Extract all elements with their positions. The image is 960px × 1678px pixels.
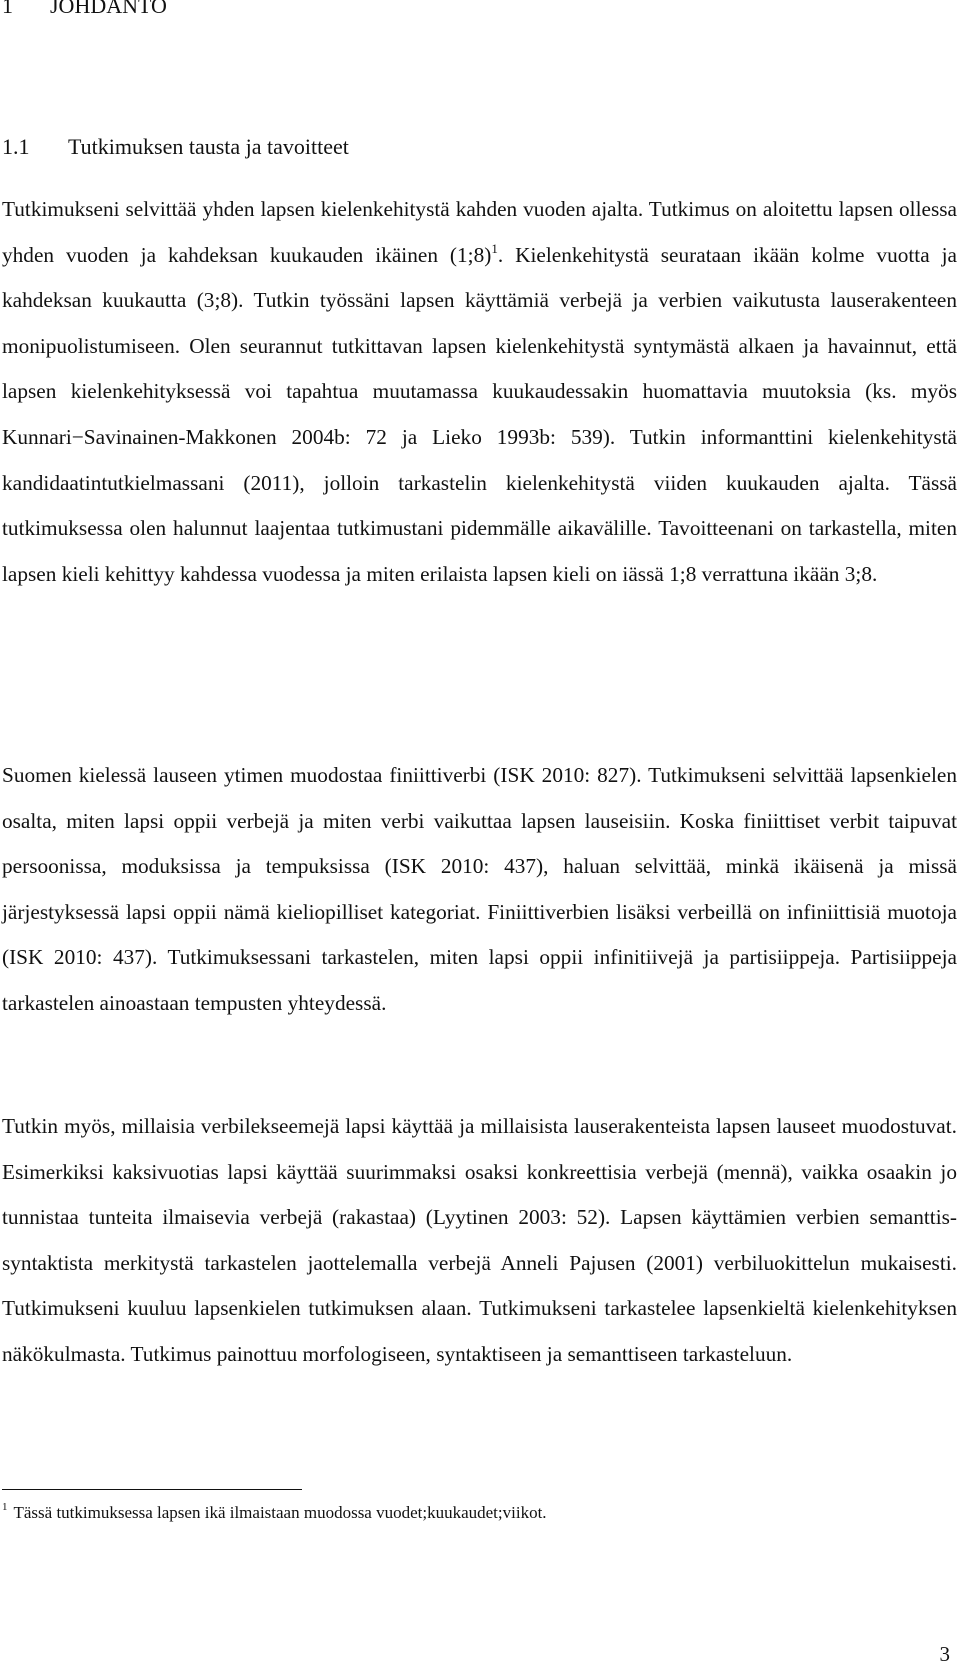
footnote-marker: 1 (2, 1501, 8, 1513)
chapter-title: JOHDANTO (50, 0, 167, 18)
section-heading (2, 133, 349, 161)
footnote-reference: 1 (491, 240, 498, 256)
footnote-separator (2, 1489, 302, 1490)
footnote (2, 1501, 902, 1525)
paragraph-1 (2, 187, 957, 597)
page-number: 3 (939, 1642, 950, 1666)
paragraph-1-text-a: Tutkimukseni selvittää yhden lapsen kielenkehitystä kahden vuoden ajalta. Tutkimus on aloitettu lapsen ollessa yhden vuoden ja kahdeksan kuukauden ikäinen (1;8) (2, 197, 957, 267)
section-number: 1.1 (2, 134, 30, 159)
chapter-heading (2, 0, 167, 20)
paragraph-2: Suomen kielessä lauseen ytimen muodostaa finiittiverbi (ISK 2010: 827). Tutkimukseni selvittää lapsenkielen osalta, miten lapsi oppii verbejä ja miten verbi vaikuttaa lapsen lauseisiin. Koska finiittiset verbit taipuvat persoonissa, moduksissa ja tempuksissa (ISK 2010: 437), haluan selvittää, minkä ikäisenä ja missä järjestyksessä lapsi oppii nämä kieliopilliset kategoriat. Finiittiverbien lisäksi verbeillä on infiniittisiä muotoja (ISK 2010: 437). Tutkimuksessani tarkastelen, miten lapsi oppii infinitiivejä ja partisiippeja. Partisiippeja tarkastelen ainoastaan tempusten yhteydessä. (2, 763, 957, 1015)
paragraph-1-text-b: . Kielenkehitystä seurataan ikään kolme vuotta ja kahdeksan kuukautta (3;8). Tutkin työssäni lapsen käyttämiä verbejä ja verbien vaikutusta lauserakenteen monipuolistumiseen. Olen seurannut tutkittavan lapsen kielenkehitystä syntymästä alkaen ja havainnut, että lapsen kielenkehityksessä voi tapahtua muutamassa kuukaudessakin huomattavia muutoksia (ks. myös Kunnari−Savinainen-Makkonen 2004b: 72 ja Lieko 1993b: 539). Tutkin informanttini kielenkehitystä kandidaatintutkielmassani (2011), jolloin tarkastelin kielenkehitystä viiden kuukauden ajalta. Tässä tutkimuksessa olen halunnut laajentaa tutkimustani pidemmälle aikavälille. Tavoitteenani on tarkastella, miten lapsen kieli kehittyy kahdessa vuodessa ja miten erilaista lapsen kieli on iässä 1;8 verrattuna ikään 3;8. (2, 242, 957, 586)
section-title: Tutkimuksen tausta ja tavoitteet (68, 134, 349, 159)
paragraph-3: Tutkin myös, millaisia verbilekseemejä lapsi käyttää ja millaisista lauserakenteista lapsen lauseet muodostuvat. Esimerkiksi kaksivuotias lapsi käyttää suurimmaksi osaksi konkreettisia verbejä (mennä), vaikka osaakin jo tunnistaa tunteita ilmaisevia verbejä (rakastaa) (Lyytinen 2003: 52). Lapsen käyttämien verbien semanttis-syntaktista merkitystä tarkastelen jaottelemalla verbejä Anneli Pajusen (2001) verbiluokittelun mukaisesti. Tutkimukseni kuuluu lapsenkielen tutkimuksen alaan. Tutkimukseni tarkastelee lapsenkieltä kielenkehityksen näkökulmasta. Tutkimus painottuu morfologiseen, syntaktiseen ja semanttiseen tarkasteluun. (2, 1114, 957, 1366)
chapter-number: 1 (2, 0, 13, 18)
footnote-text: Tässä tutkimuksessa lapsen ikä ilmaistaan muodossa vuodet;kuukaudet;viikot. (13, 1503, 547, 1522)
